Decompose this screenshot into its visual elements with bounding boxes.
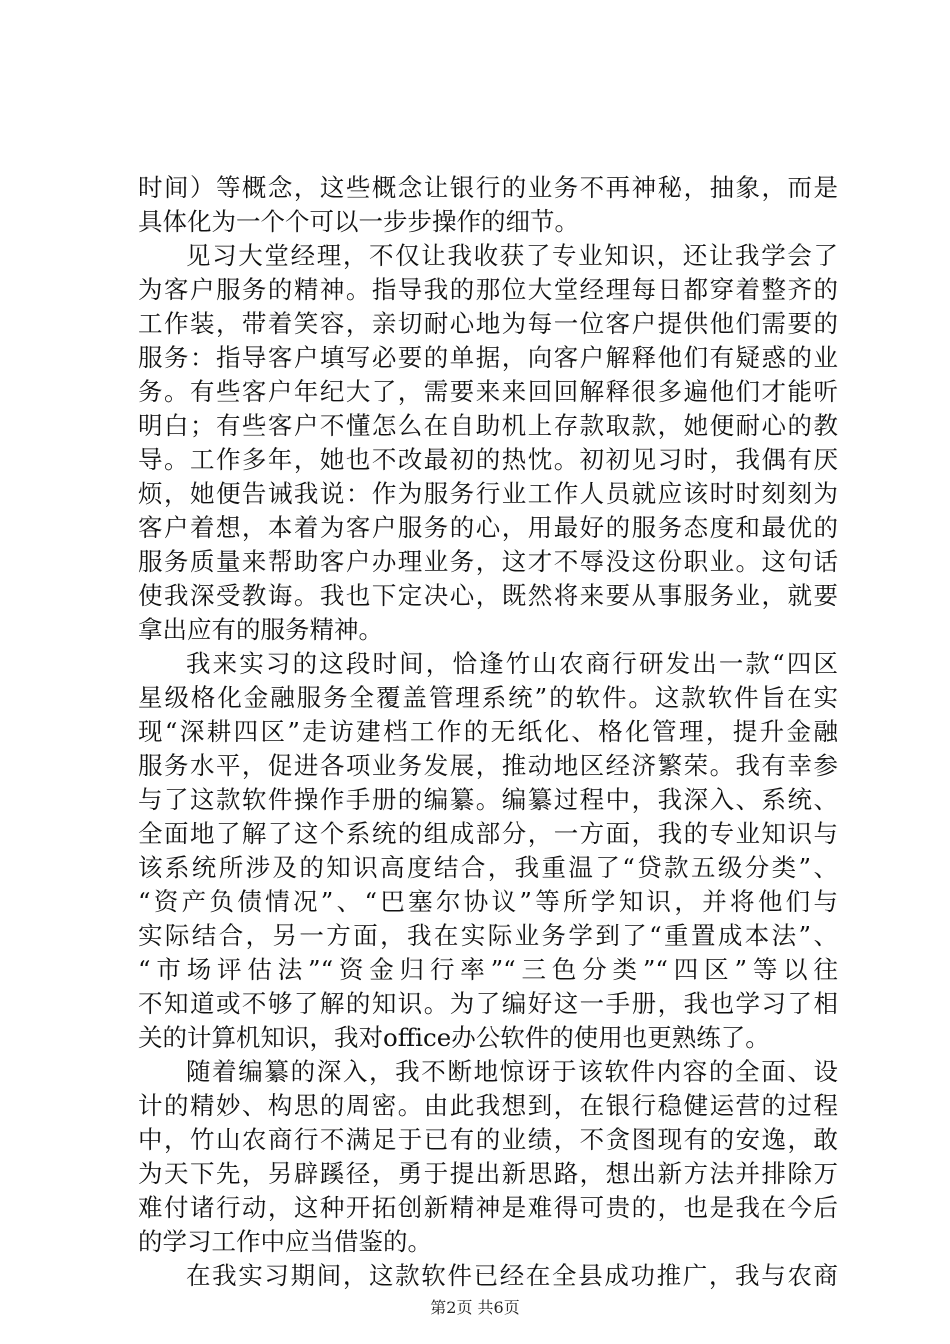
text-line: 客户着想，本着为客户服务的心，用最好的服务态度和最优的 (138, 513, 838, 542)
text-line: 全面地了解了这个系统的组成部分，一方面，我的专业知识与 (138, 819, 838, 848)
text-line: 见习大堂经理，不仅让我收获了专业知识，还让我学会了 (186, 241, 838, 270)
text-line: 与了这款软件操作手册的编纂。编纂过程中，我深入、系统、 (138, 785, 838, 814)
text-line: 为天下先，另辟蹊径，勇于提出新思路，想出新方法并排除万 (138, 1159, 838, 1188)
text-line: 不知道或不够了解的知识。为了编好这一手册，我也学习了相 (138, 989, 838, 1018)
text-line: 务。有些客户年纪大了，需要来来回回解释很多遍他们才能听 (138, 377, 838, 406)
text-line: 在我实习期间，这款软件已经在全县成功推广，我与农商 (186, 1261, 838, 1290)
text-line: 的学习工作中应当借鉴的。 (138, 1227, 432, 1256)
text-line: 计的精妙、构思的周密。由此我想到，在银行稳健运营的过程 (138, 1091, 838, 1120)
text-line: 导。工作多年，她也不改最初的热忱。初初见习时，我偶有厌 (138, 445, 838, 474)
text-line: 明白；有些客户不懂怎么在自助机上存款取款，她便耐心的教 (138, 411, 838, 440)
text-line: 时间）等概念，这些概念让银行的业务不再神秘，抽象，而是 (138, 173, 838, 202)
text-line: 服务水平，促进各项业务发展，推动地区经济繁荣。我有幸参 (138, 751, 838, 780)
text-line: 烦，她便告诫我说：作为服务行业工作人员就应该时时刻刻为 (138, 479, 838, 508)
text-line: 工作装，带着笑容，亲切耐心地为每一位客户提供他们需要的 (138, 309, 838, 338)
text-line: 为客户服务的精神。指导我的那位大堂经理每日都穿着整齐的 (138, 275, 838, 304)
text-line: 中，竹山农商行不满足于已有的业绩，不贪图现有的安逸，敢 (138, 1125, 838, 1154)
text-line: 难付诸行动，这种开拓创新精神是难得可贵的，也是我在今后 (138, 1193, 838, 1222)
text-line: 服务质量来帮助客户办理业务，这才不辱没这份职业。这句话 (138, 547, 838, 576)
text-line: 星级格化金融服务全覆盖管理系统”的软件。这款软件旨在实 (138, 683, 838, 712)
text-line: 使我深受教诲。我也下定决心，既然将来要从事服务业，就要 (138, 581, 838, 610)
text-line: 随着编纂的深入，我不断地惊讶于该软件内容的全面、设 (186, 1057, 838, 1086)
page-number-footer: 第2页 共6页 (430, 1298, 520, 1317)
text-line: “资产负债情况”、“巴塞尔协议”等所学知识，并将他们与 (138, 887, 838, 916)
text-line: “市场评估法”“资金归行率”“三色分类”“四区”等以往 (138, 955, 838, 984)
text-line: 实际结合，另一方面，我在实际业务学到了“重置成本法”、 (138, 921, 838, 950)
text-line: 关的计算机知识，我对office办公软件的使用也更熟练了。 (138, 1023, 770, 1052)
text-line: 该系统所涉及的知识高度结合，我重温了“贷款五级分类”、 (138, 853, 838, 882)
text-line: 现“深耕四区”走访建档工作的无纸化、格化管理，提升金融 (138, 717, 838, 746)
text-line: 我来实习的这段时间，恰逢竹山农商行研发出一款“四区 (186, 649, 838, 678)
text-line: 拿出应有的服务精神。 (138, 615, 383, 644)
text-line: 具体化为一个个可以一步步操作的细节。 (138, 207, 579, 236)
text-line: 服务：指导客户填写必要的单据，向客户解释他们有疑惑的业 (138, 343, 838, 372)
